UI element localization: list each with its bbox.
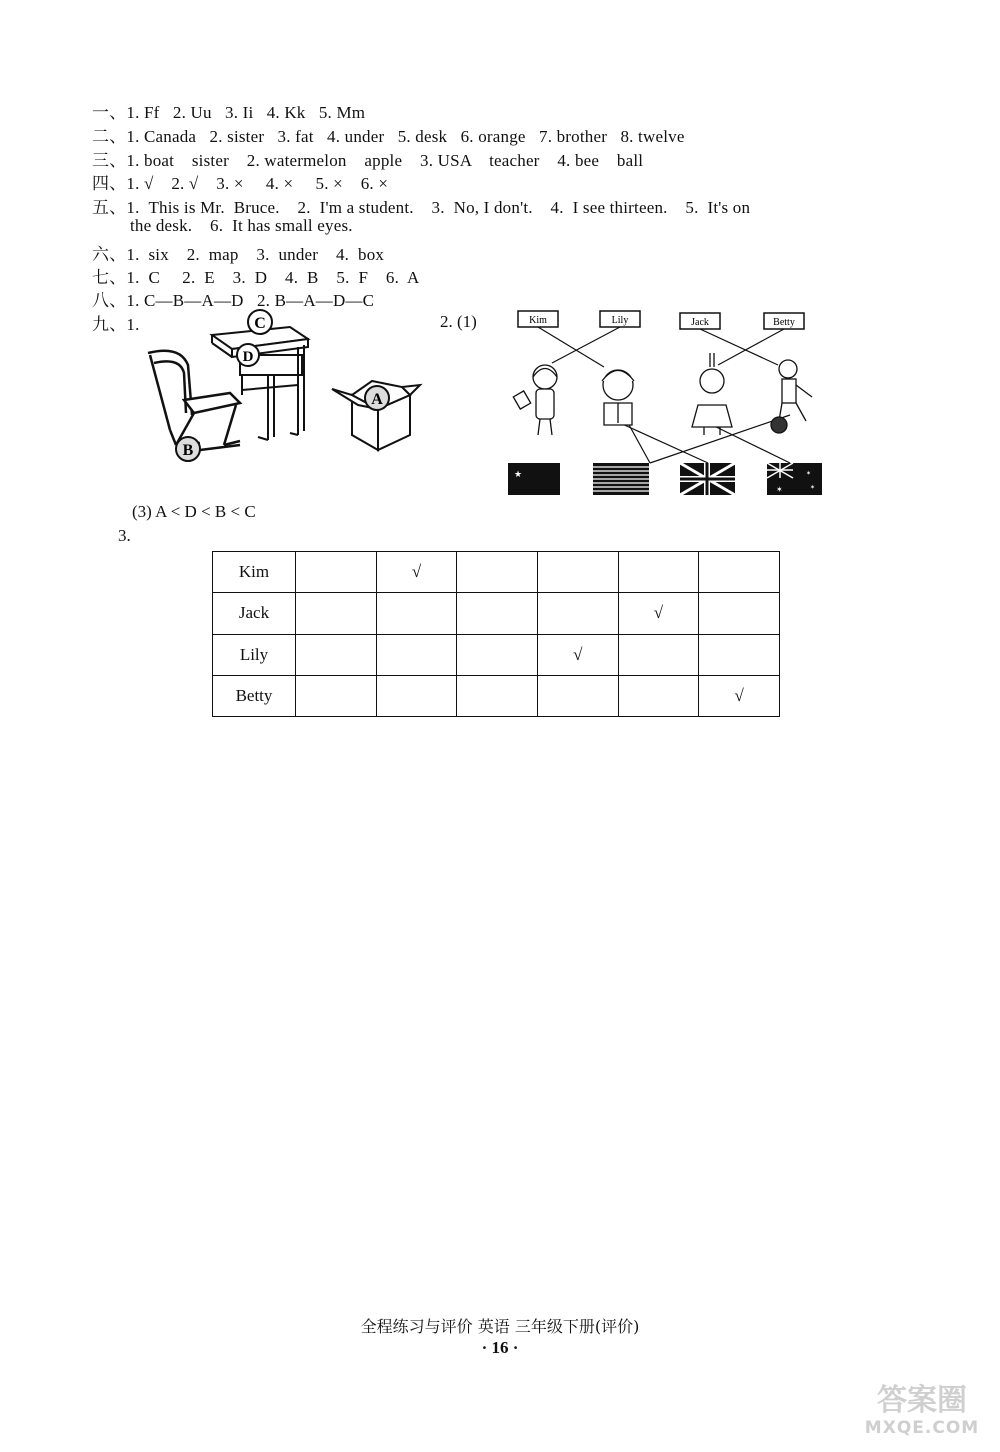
svg-text:✶: ✶ <box>776 485 783 494</box>
table-cell <box>618 552 699 593</box>
boy-portrait-icon <box>602 370 634 425</box>
answer-section-2: 二、1. Canada 2. sister 3. fat 4. under 5. desk 6. orange 7. brother 8. twelve <box>92 127 685 146</box>
matching-illustration <box>500 305 830 500</box>
row-name: Kim <box>213 552 296 593</box>
answer-section-9-item2-label: 2. (1) <box>440 312 477 331</box>
watermark-url: MXQE.COM <box>864 1418 980 1438</box>
watermark-title: 答案圈 <box>877 1383 967 1418</box>
table-cell <box>457 675 538 716</box>
table-cell <box>457 552 538 593</box>
boy-football-icon <box>771 360 812 433</box>
label-d <box>237 344 259 366</box>
answer-section-3: 三、1. boat sister 2. watermelon apple 3. USA teacher 4. bee ball <box>92 151 644 170</box>
answer-section-5-line2: the desk. 6. It has small eyes. <box>130 216 353 235</box>
answer-table <box>212 551 780 717</box>
table-cell: √ <box>537 634 618 675</box>
svg-text:B: B <box>182 442 194 459</box>
row-name: Betty <box>213 675 296 716</box>
name-tag-jack <box>680 313 720 329</box>
answer-section-9-item3-label: 3. <box>118 526 131 545</box>
svg-text:★: ★ <box>514 469 523 479</box>
svg-text:C: C <box>254 315 266 332</box>
page-number: · 16 · <box>481 1338 519 1357</box>
table-cell <box>699 593 780 634</box>
table-row <box>213 552 780 593</box>
table-row <box>213 593 780 634</box>
girl-reading-icon <box>513 365 557 435</box>
table-cell <box>296 675 377 716</box>
svg-text:✶: ✶ <box>806 471 812 477</box>
table-cell <box>699 634 780 675</box>
table-cell <box>537 675 618 716</box>
answer-section-1: 一、1. Ff 2. Uu 3. Ii 4. Kk 5. Mm <box>92 103 366 122</box>
answer-section-6: 六、1. six 2. map 3. under 4. box <box>92 245 385 264</box>
svg-text:Kim: Kim <box>529 315 547 326</box>
flag-uk-icon <box>680 463 735 495</box>
name-tag-betty <box>764 313 804 329</box>
flag-usa-icon <box>593 463 649 495</box>
row-name: Lily <box>213 634 296 675</box>
row-name: Jack <box>213 593 296 634</box>
table-cell <box>457 634 538 675</box>
desk-icon <box>212 327 308 440</box>
table-cell <box>537 593 618 634</box>
flag-australia-icon <box>767 463 822 495</box>
answer-section-7: 七、1. C 2. E 3. D 4. B 5. F 6. A <box>92 268 420 287</box>
table-cell <box>537 552 618 593</box>
table-row <box>213 675 780 716</box>
answer-section-9-item1-label: 九、1. <box>92 315 140 334</box>
flag-china-icon <box>508 463 560 495</box>
name-tag-kim <box>518 311 558 327</box>
svg-text:✶: ✶ <box>810 485 816 491</box>
svg-text:Lily: Lily <box>611 315 629 326</box>
answer-section-4: 四、1. √ 2. √ 3. × 4. × 5. × 6. × <box>92 174 389 193</box>
answer-section-8: 八、1. C—B—A—D 2. B—A—D—C <box>92 291 375 310</box>
book-title: 全程练习与评价 英语 三年级下册(评价) <box>360 1317 640 1336</box>
svg-text:Jack: Jack <box>691 317 709 328</box>
svg-text:A: A <box>371 391 383 408</box>
label-a <box>365 386 389 410</box>
table-cell <box>618 634 699 675</box>
name-tag-lily <box>600 311 640 327</box>
watermark <box>852 1384 992 1438</box>
table-cell <box>376 634 457 675</box>
table-cell <box>376 675 457 716</box>
svg-text:D: D <box>242 349 254 365</box>
answer-section-9-item2-3: (3) A < D < B < C <box>132 502 256 521</box>
match-lines <box>538 327 790 463</box>
table-cell <box>618 675 699 716</box>
table-cell <box>376 593 457 634</box>
furniture-illustration <box>140 305 430 470</box>
table-cell: √ <box>376 552 457 593</box>
table-cell <box>296 552 377 593</box>
girl-feather-icon <box>692 353 732 435</box>
table-row <box>213 634 780 675</box>
table-cell <box>296 634 377 675</box>
chair-icon <box>148 351 240 450</box>
table-cell <box>699 552 780 593</box>
answer-section-5-line1: 五、1. This is Mr. Bruce. 2. I'm a student. 3. No, I don't. 4. I see thirteen. 5. It's on <box>92 198 751 217</box>
table-cell <box>457 593 538 634</box>
svg-text:Betty: Betty <box>773 317 795 328</box>
table-cell: √ <box>618 593 699 634</box>
table-cell: √ <box>699 675 780 716</box>
label-b <box>176 437 200 461</box>
table-cell <box>296 593 377 634</box>
label-c <box>248 310 272 334</box>
